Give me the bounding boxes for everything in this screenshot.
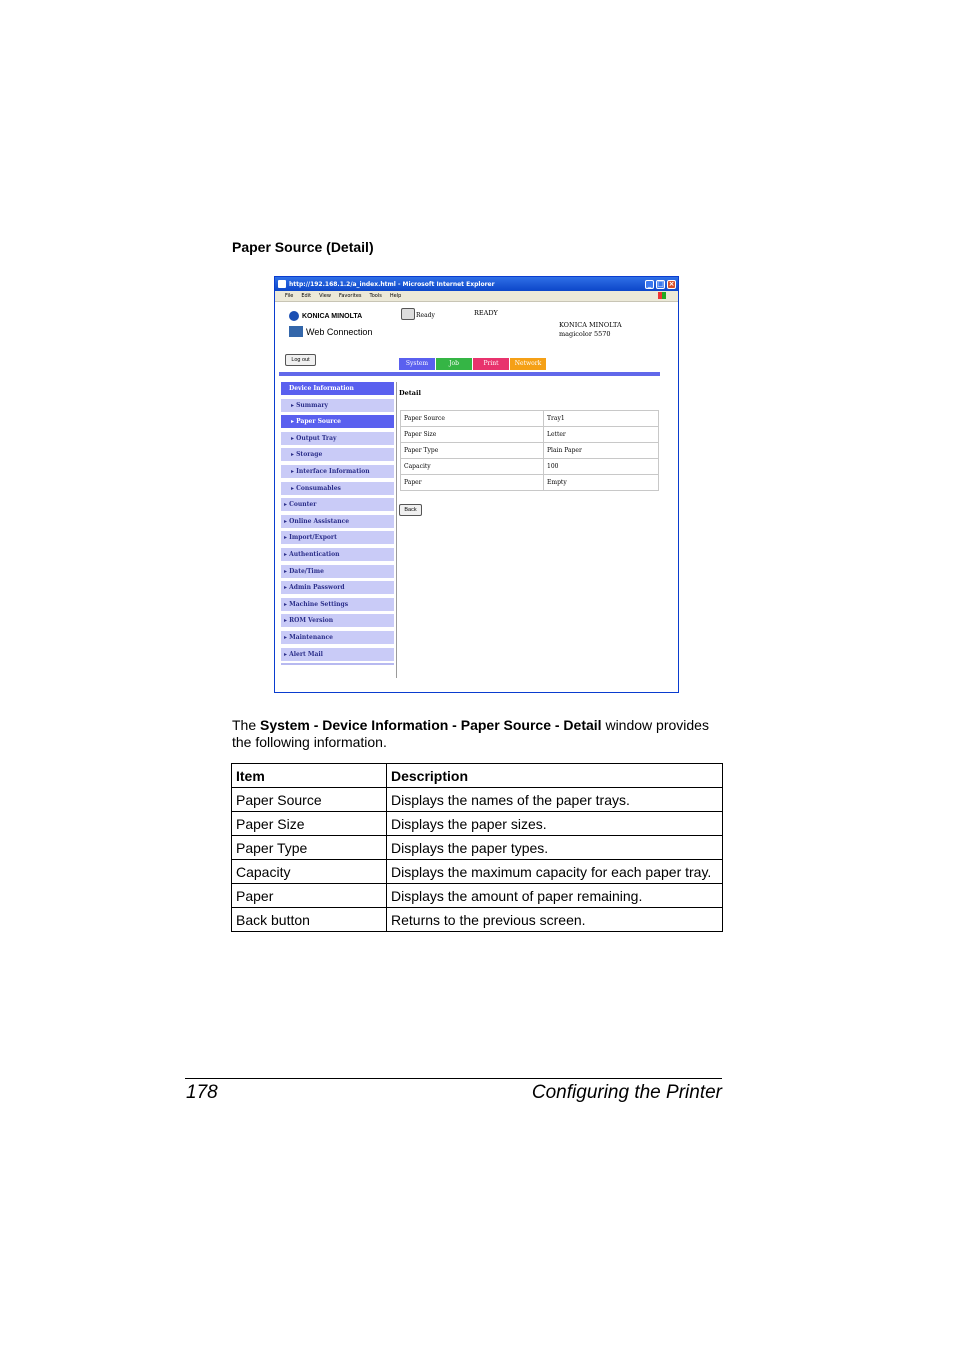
item-cell: Back button — [232, 908, 387, 932]
sidebar-item[interactable]: ▸ Paper Source — [281, 415, 394, 428]
description-cell: Displays the maximum capacity for each paper tray. — [387, 860, 723, 884]
description-cell: Returns to the previous screen. — [387, 908, 723, 932]
tab-print[interactable]: Print — [473, 358, 509, 370]
sidebar-item[interactable]: ▸ Maintenance — [281, 631, 394, 644]
sidebar-item[interactable]: ▸ Online Assistance — [281, 515, 394, 528]
sidebar-item[interactable]: ▸ Summary — [281, 399, 394, 412]
section-heading: Paper Source (Detail) — [232, 239, 374, 255]
back-button[interactable]: Back — [399, 504, 422, 516]
item-cell: Paper Source — [232, 788, 387, 812]
pagescope-icon — [289, 326, 303, 337]
sidebar-item[interactable]: ▸ ROM Version — [281, 614, 394, 627]
description-cell: Displays the amount of paper remaining. — [387, 884, 723, 908]
logout-button[interactable]: Log out — [285, 354, 316, 366]
konica-minolta-logo — [289, 311, 362, 321]
description-cell: Displays the paper sizes. — [387, 812, 723, 836]
table-row — [401, 443, 659, 459]
header-description: Description — [387, 764, 723, 788]
device-model: magicolor 5570 — [559, 330, 611, 338]
footer-rule — [185, 1078, 722, 1079]
main-tabs — [399, 358, 547, 370]
table-row — [232, 908, 723, 932]
description-cell: Displays the paper types. — [387, 836, 723, 860]
table-row — [232, 812, 723, 836]
sidebar-end-rule — [281, 663, 394, 665]
sidebar-item[interactable]: ▸ Machine Settings — [281, 598, 394, 611]
table-row — [232, 884, 723, 908]
sidebar-item[interactable]: ▸ Counter — [281, 498, 394, 511]
maximize-icon[interactable]: □ — [657, 279, 664, 288]
table-row — [401, 411, 659, 427]
status-display: READY — [474, 309, 498, 317]
intro-paragraph — [232, 717, 732, 751]
menu-file[interactable]: File — [285, 293, 294, 299]
detail-label: Capacity — [401, 459, 544, 475]
detail-label: Paper Type — [401, 443, 544, 459]
table-row — [232, 836, 723, 860]
item-cell: Capacity — [232, 860, 387, 884]
device-brand: KONICA MINOLTA — [559, 321, 622, 329]
tab-job[interactable]: Job — [436, 358, 472, 370]
menu-favorites[interactable]: Favorites — [338, 293, 362, 299]
sidebar-item[interactable]: Device Information — [281, 382, 394, 395]
konica-minolta-icon — [289, 311, 299, 321]
page-number: 178 — [186, 1082, 218, 1103]
minimize-icon[interactable]: _ — [645, 280, 654, 289]
sidebar-item[interactable]: ▸ Interface Information — [281, 465, 394, 478]
item-cell: Paper Size — [232, 812, 387, 836]
tab-band — [279, 372, 660, 376]
detail-value: Empty — [544, 475, 659, 491]
description-cell: Displays the names of the paper trays. — [387, 788, 723, 812]
sidebar-menu — [281, 382, 394, 665]
header-item: Item — [232, 764, 387, 788]
table-header-row — [232, 764, 723, 788]
chapter-title: Configuring the Printer — [531, 1082, 722, 1103]
windows-flag-icon — [658, 292, 666, 299]
sidebar-item[interactable]: ▸ Import/Export — [281, 531, 394, 544]
sidebar-item[interactable]: ▸ Date/Time — [281, 565, 394, 578]
sidebar-item[interactable]: ▸ Authentication — [281, 548, 394, 561]
menu-edit[interactable]: Edit — [301, 293, 312, 299]
sidebar-item[interactable]: ▸ Consumables — [281, 482, 394, 495]
table-row — [401, 459, 659, 475]
ie-icon — [278, 280, 286, 288]
sidebar-item[interactable]: ▸ Output Tray — [281, 432, 394, 445]
detail-value: Letter — [544, 427, 659, 443]
divider — [396, 382, 397, 678]
browser-title: http://192.168.1.2/a_index.html - Microsoft Internet Explorer — [289, 280, 495, 288]
table-row — [401, 475, 659, 491]
sidebar-item[interactable]: ▸ Alert Mail — [281, 648, 394, 661]
detail-value: Tray1 — [544, 411, 659, 427]
printer-icon — [401, 308, 415, 320]
intro-pre: The — [232, 717, 261, 733]
detail-label: Paper Source — [401, 411, 544, 427]
sidebar-item[interactable]: ▸ Storage — [281, 448, 394, 461]
tab-network[interactable]: Network — [510, 358, 546, 370]
intro-path: System - Device Information - Paper Source - Detail — [260, 717, 602, 733]
detail-title: Detail — [399, 389, 421, 397]
status-ready: Ready — [416, 312, 435, 319]
browser-title-bar — [275, 277, 678, 291]
tab-system[interactable]: System — [399, 358, 435, 370]
product-name: Web Connection — [306, 326, 373, 337]
item-cell: Paper Type — [232, 836, 387, 860]
detail-table — [400, 410, 659, 491]
menu-tools[interactable]: Tools — [369, 293, 382, 299]
browser-window-screenshot — [274, 276, 679, 693]
menu-help[interactable]: Help — [389, 293, 402, 299]
detail-value: Plain Paper — [544, 443, 659, 459]
intro-post: window provides the following information. — [232, 717, 709, 750]
detail-label: Paper Size — [401, 427, 544, 443]
detail-label: Paper — [401, 475, 544, 491]
close-icon[interactable]: × — [668, 279, 675, 288]
menu-view[interactable]: View — [319, 293, 331, 299]
browser-menu-bar — [275, 291, 678, 302]
table-row — [232, 788, 723, 812]
item-cell: Paper — [232, 884, 387, 908]
table-row — [401, 427, 659, 443]
detail-value: 100 — [544, 459, 659, 475]
pagescope-logo — [289, 326, 372, 337]
web-connection-page — [275, 302, 678, 693]
table-row — [232, 860, 723, 884]
brand-name: KONICA MINOLTA — [302, 312, 363, 320]
sidebar-item[interactable]: ▸ Admin Password — [281, 581, 394, 594]
info-table — [231, 763, 723, 932]
